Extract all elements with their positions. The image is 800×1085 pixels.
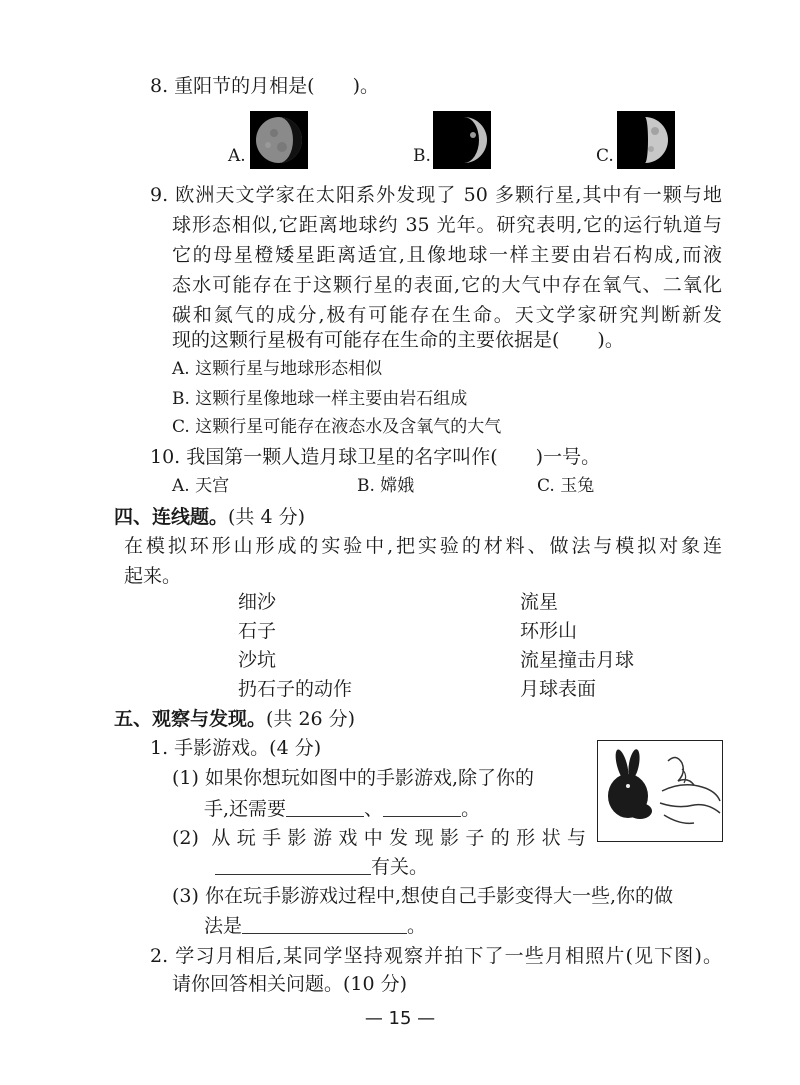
section-4-title: 四、连线题。 [114, 506, 229, 528]
section-5-title: 五、观察与发现。 [114, 708, 267, 730]
q10-stem: 10. 我国第一颗人造月球卫星的名字叫作( )一号。 [150, 446, 601, 468]
section-4-score: (共 4 分) [228, 506, 306, 528]
q8-stem: 8. 重阳节的月相是( )。 [150, 75, 379, 97]
section-4-intro-line: 在模拟环形山形成的实验中,把实验的材料、做法与模拟对象连 [124, 535, 722, 557]
s5-q2-line1: 2. 学习月相后,某同学坚持观察并拍下了一些月相照片(见下图)。 [150, 945, 722, 967]
q9-option-c: C. 这颗行星可能存在液态水及含氧气的大气 [172, 417, 502, 437]
section-4-heading [114, 503, 305, 531]
answer-blank[interactable] [215, 854, 371, 875]
moon-waxing-crescent-icon [433, 111, 491, 169]
s5-q1-part3-end: 。 [407, 915, 427, 937]
s5-q1-part1-line2 [204, 795, 480, 823]
s5-q1-part3-line1: (3) 你在玩手影游戏过程中,想使自己手影变得大一些,你的做 [172, 885, 674, 907]
match-left-item[interactable]: 扔石子的动作 [238, 678, 353, 700]
q9-text-line: 态水可能存在于这颗行星的表面,它的大气中存在氧气、二氧化 [172, 274, 722, 296]
q10-option-c: C. 玉兔 [537, 476, 595, 496]
q8-option-b-label: B. [413, 146, 431, 166]
match-right-item[interactable]: 月球表面 [520, 678, 597, 700]
section-5-score: (共 26 分) [266, 708, 356, 730]
s5-q1-part2-line1: (2) 从玩手影游戏中发现影子的形状与 [172, 827, 586, 849]
section-4-intro-line: 起来。 [124, 565, 182, 587]
s5-q1-part1-separator: 、 [364, 798, 384, 820]
match-left-item[interactable]: 石子 [238, 620, 277, 642]
q9-text-line: 现的这颗行星极有可能存在生命的主要依据是( )。 [172, 329, 624, 351]
match-right-item[interactable]: 环形山 [520, 620, 578, 642]
match-right-item[interactable]: 流星撞击月球 [520, 649, 635, 671]
q8-option-a-label: A. [228, 146, 246, 166]
match-right-item[interactable]: 流星 [520, 591, 559, 613]
s5-q1-part1-prefix: 手,还需要 [204, 798, 287, 820]
q9-text-line: 碳和氮气的成分,极有可能存在生命。天文学家研究判断新发 [172, 304, 722, 326]
q9-text-line: 它的母星橙矮星距离适宜,且像地球一样主要由岩石构成,而液 [172, 244, 722, 266]
s5-q1-part1-end: 。 [461, 798, 481, 820]
hand-shadow-rabbit-icon [597, 740, 723, 842]
answer-blank[interactable] [242, 913, 407, 934]
s5-q1-part1-line1: (1) 如果你想玩如图中的手影游戏,除了你的 [172, 767, 534, 789]
match-left-item[interactable]: 沙坑 [238, 649, 277, 671]
q9-option-b: B. 这颗行星像地球一样主要由岩石组成 [172, 389, 468, 409]
section-5-heading [114, 705, 355, 733]
answer-blank[interactable] [286, 796, 364, 817]
q9-text-line: 球形态相似,它距离地球约 35 光年。研究表明,它的运行轨道与 [172, 214, 722, 236]
s5-q1-part3-prefix: 法是 [204, 915, 243, 937]
s5-q1-part2-line2 [215, 853, 428, 881]
s5-q2-line2: 请你回答相关问题。(10 分) [172, 973, 408, 995]
s5-q1-part2-suffix: 有关。 [371, 856, 429, 878]
s5-q1-stem: 1. 手影游戏。(4 分) [150, 737, 322, 759]
q9-text-line: 9. 欧洲天文学家在太阳系外发现了 50 多颗行星,其中有一颗与地 [150, 184, 722, 206]
q8-option-c-label: C. [596, 146, 614, 166]
moon-waning-gibbous-icon [250, 111, 308, 169]
q10-option-b: B. 嫦娥 [357, 476, 415, 496]
moon-first-quarter-icon [617, 111, 675, 169]
s5-q1-part3-line2 [204, 912, 426, 940]
match-left-item[interactable]: 细沙 [238, 591, 277, 613]
q10-option-a: A. 天宫 [172, 476, 230, 496]
answer-blank[interactable] [383, 796, 461, 817]
q9-option-a: A. 这颗行星与地球形态相似 [172, 359, 383, 379]
page-number: — 15 — [364, 1008, 436, 1029]
